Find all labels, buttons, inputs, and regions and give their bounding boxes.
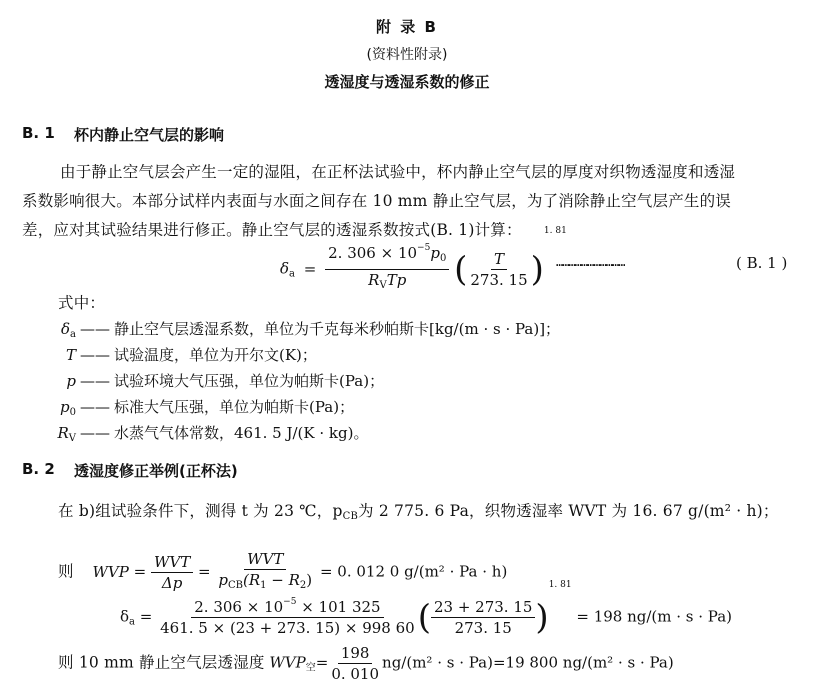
variable-symbol: T <box>65 346 76 364</box>
variable-desc: 试验温度，单位为开尔文(K)； <box>114 346 317 364</box>
equation-result: 则 10 mm 静止空气层透湿度 $WVP_空=$ $\frac{198}{0. 010}$ ng/(m² · s · Pa)=19 800 ng/(m² · s · Pa) <box>58 644 674 683</box>
variable-symbol: δ <box>61 320 71 338</box>
annex-type: (资料性附录) <box>366 47 448 63</box>
variable-sub: 0 <box>69 407 76 418</box>
eq-lead: 则 <box>58 562 74 581</box>
variable-item: $\delta_a$ —— 静止空气层透湿系数，单位为千克每米秒帕斯卡[kg/(m · s · Pa)]； <box>61 320 561 340</box>
eq3-sub: 空 <box>305 662 316 674</box>
annex-title: 附 录 B <box>376 18 438 36</box>
section-number: B. 2 <box>22 460 55 478</box>
formula-r-sub: V <box>379 280 387 291</box>
formula-b1: $\delta_a$ = $\frac{2. 306 \times 10^{-5}p_0}{R_VTp}$ ( $\frac{T}{273. 15}$ )$^{1. 81}$ <box>280 244 567 295</box>
formula-exponent: 1. 81 <box>543 226 567 236</box>
eq-f2-p: p <box>218 571 228 589</box>
eq2-result: = 198 ng/(m · s · Pa) <box>576 607 733 626</box>
eq-f2-r1: (R <box>242 571 261 589</box>
variable-desc: 试验环境大气压强，单位为帕斯卡(Pa)； <box>114 372 385 390</box>
eq-f2-r1-sub: 1 <box>260 580 267 591</box>
eq-f1-num: WVT <box>151 553 193 573</box>
section-heading: 杯内静止空气层的影响 <box>74 126 225 144</box>
variable-symbol: p <box>66 372 76 390</box>
eq2-exp: −5 <box>283 597 297 607</box>
eq-lhs: WVP <box>92 562 129 581</box>
formula-lhs: δ <box>280 259 290 278</box>
variable-desc: 水蒸气气体常数，461. 5 J/(K · kg)。 <box>114 424 369 442</box>
eq-fraction-2 <box>215 550 315 595</box>
variable-item: $p_0$ —— 标准大气压强，单位为帕斯卡(Pa)； <box>60 398 355 418</box>
eq-f2-num: WVT <box>244 550 286 570</box>
example-line <box>58 499 779 522</box>
section-heading: 透湿度修正举例(正杯法) <box>74 462 238 480</box>
variable-item: $R_V$ —— 水蒸气气体常数，461. 5 J/(K · kg)。 <box>57 424 369 444</box>
eq3-symbol: WVP <box>269 653 306 672</box>
eq2-den: 461. 5 × (23 + 273. 15) × 998 60 <box>160 619 415 637</box>
formula-fraction <box>325 244 449 295</box>
formula-inner-den: 273. 15 <box>470 271 528 289</box>
variable-desc: 静止空气层透湿系数，单位为千克每米秒帕斯卡[kg/(m · s · Pa)]； <box>114 320 561 338</box>
eq2-lhs-sub: a <box>129 616 135 628</box>
formula-inner-fraction <box>467 250 530 289</box>
eq3-fraction <box>328 644 382 683</box>
eq2-inner-fraction <box>431 598 535 637</box>
formula-inner-num: T <box>491 250 507 270</box>
formula-exp: −5 <box>417 243 431 253</box>
variable-item: p —— 试验环境大气压强，单位为帕斯卡(Pa)； <box>66 372 385 390</box>
eq-f2-r2: − R <box>266 571 300 589</box>
eq2-exponent: 1. 81 <box>548 580 572 590</box>
eq2-lhs: δ <box>120 607 130 626</box>
eq3-num: 198 <box>338 644 373 664</box>
formula-numerator: 2. 306 × 10 <box>328 244 418 262</box>
eq3-lead: 则 10 mm 静止空气层透湿度 <box>58 653 265 672</box>
variable-item: T —— 试验温度，单位为开尔文(K)； <box>65 346 317 364</box>
formula-r: R <box>368 271 380 289</box>
section-number: B. 1 <box>22 124 55 142</box>
where-label: 式中： <box>58 294 106 312</box>
equation-delta: $\delta_a$ = $\frac{2. 306 \times 10^{-5} \times 101 325}{461. 5 \times (23 + 273. 15) \times 998 60}$ ( $\frac{23 + 273. 15}{273. 15}$ )$^{1. 81}$ = 198 ng/(m · s · Pa) <box>120 580 733 638</box>
paragraph-line: 由于静止空气层会产生一定的湿阻，在正杯法试验中，杯内静止空气层的厚度对织物透湿度和透湿 <box>60 163 736 181</box>
eq2-fraction <box>157 598 418 637</box>
paragraph-line: 系数影响很大。本部分试样内表面与水面之间存在 10 mm 静止空气层，为了消除静止空气层产生的误 <box>22 192 732 210</box>
variable-sub: a <box>70 329 76 340</box>
eq2-inner-num: 23 + 273. 15 <box>431 598 535 618</box>
variable-symbol: R <box>57 424 69 442</box>
eq-result: = 0. 012 0 g/(m² · Pa · h) <box>319 562 508 581</box>
variable-sub: V <box>68 433 76 444</box>
formula-p-sub: 0 <box>439 253 447 264</box>
eq-f1-den: Δp <box>161 574 183 592</box>
formula-tp: Tp <box>386 271 407 289</box>
example-text: 在 b)组试验条件下，测得 t 为 23 ℃，p <box>58 502 343 520</box>
paragraph-line: 差，应对其试验结果进行修正。静止空气层的透湿系数按式(B. 1)计算： <box>22 221 522 239</box>
eq-f2-r2-sub: 2 <box>299 580 307 591</box>
eq3-result: ng/(m² · s · Pa)=19 800 ng/(m² · s · Pa) <box>382 653 674 672</box>
equation-number: ( B. 1 ) <box>736 254 788 272</box>
eq2-num: 2. 306 × 10 <box>194 598 284 616</box>
eq2-num-tail: × 101 325 <box>296 598 381 616</box>
formula-p: p <box>430 244 440 262</box>
example-text-tail: 为 2 775. 6 Pa，织物透湿率 WVT 为 16. 67 g/(m² · h)； <box>358 502 779 520</box>
eq-f2-sub: CB <box>227 580 243 591</box>
eq3-den: 0. 010 <box>331 665 380 683</box>
variable-desc: 标准大气压强，单位为帕斯卡(Pa)； <box>114 398 355 416</box>
equation-leader: …………………………… <box>556 255 625 269</box>
formula-lhs-sub: a <box>289 268 295 280</box>
variable-symbol: p <box>60 398 70 416</box>
example-sub: CB <box>342 511 359 522</box>
equation-wvp: 则 WVP = $\frac{\text{WVT}}{\Delta p}$ = $\frac{\text{WVT}}{p_{CB}(R_1 - R_2)}$ = 0. 012 0 g/(m² · Pa · h) <box>58 550 507 595</box>
eq2-inner-den: 273. 15 <box>454 619 512 637</box>
eq-fraction-1 <box>151 553 193 592</box>
annex-name: 透湿度与透湿系数的修正 <box>324 73 490 91</box>
eq-f2-close: ) <box>306 571 313 589</box>
